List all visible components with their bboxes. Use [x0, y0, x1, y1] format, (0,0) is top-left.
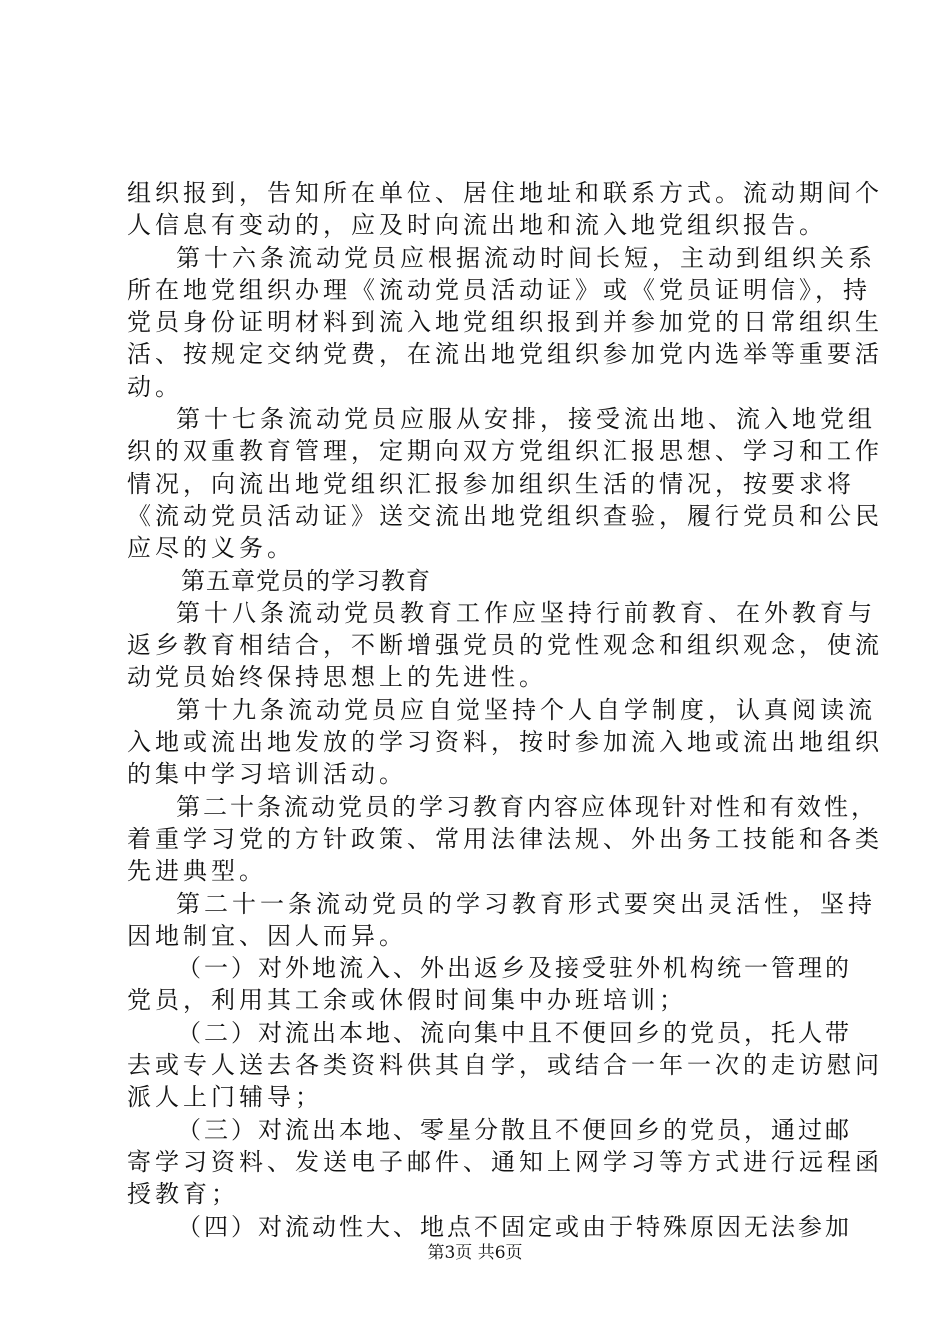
text-line: 组织报到，告知所在单位、居住地址和联系方式。流动期间个: [127, 179, 883, 207]
text-line: 《流动党员活动证》送交流出地党组织查验，履行党员和公民: [127, 501, 883, 530]
article-19-start: 第十九条流动党员应自觉坚持个人自学制度，认真阅读流: [176, 695, 876, 724]
text-line: 党员，利用其工余或休假时间集中办班培训；: [127, 986, 687, 1015]
article-16-start: 第十六条流动党员应根据流动时间长短，主动到组织关系: [176, 243, 876, 272]
text-line: 动。: [127, 372, 183, 401]
article-17-start: 第十七条流动党员应服从安排，接受流出地、流入地党组: [176, 405, 876, 434]
item-2-start: （二）对流出本地、流向集中且不便回乡的党员，托人带: [177, 1018, 852, 1047]
text-line: 因地制宜、因人而异。: [127, 921, 407, 950]
page-number: 第3页 共6页: [427, 1243, 523, 1263]
text-line: 织的双重教育管理，定期向双方党组织汇报思想、学习和工作: [127, 437, 883, 466]
text-line: 的集中学习培训活动。: [127, 760, 407, 789]
text-line: 党员身份证明材料到流入地党组织报到并参加党的日常组织生: [127, 308, 883, 337]
text-line: 先进典型。: [127, 857, 267, 886]
text-line: 去或专人送去各类资料供其自学，或结合一年一次的走访慰问: [127, 1051, 883, 1080]
chapter-5-heading: 第五章党员的学习教育: [181, 566, 431, 595]
item-4-start: （四）对流动性大、地点不固定或由于特殊原因无法参加: [177, 1212, 852, 1241]
text-line: 所在地党组织办理《流动党员活动证》或《党员证明信》，持: [127, 275, 871, 304]
text-line: 返乡教育相结合，不断增强党员的党性观念和组织观念，使流: [127, 631, 883, 660]
article-18-start: 第十八条流动党员教育工作应坚持行前教育、在外教育与: [176, 598, 876, 627]
article-21-start: 第二十一条流动党员的学习教育形式要突出灵活性，坚持: [176, 889, 876, 918]
item-3-start: （三）对流出本地、零星分散且不便回乡的党员，通过邮: [177, 1115, 852, 1144]
text-line: 寄学习资料、发送电子邮件、通知上网学习等方式进行远程函: [127, 1147, 883, 1176]
text-line: 授教育；: [127, 1180, 239, 1209]
text-line: 入地或流出地发放的学习资料，按时参加流入地或流出地组织: [127, 728, 883, 757]
article-20-start: 第二十条流动党员的学习教育内容应体现针对性和有效性，: [176, 792, 878, 821]
text-line: 情况，向流出地党组织汇报参加组织生活的情况，按要求将: [127, 469, 855, 498]
text-line: 活、按规定交纳党费，在流出地党组织参加党内选举等重要活: [127, 340, 883, 369]
text-line: 应尽的义务。: [127, 534, 295, 563]
text-line: 动党员始终保持思想上的先进性。: [127, 663, 547, 692]
text-line: 着重学习党的方针政策、常用法律法规、外出务工技能和各类: [127, 824, 883, 853]
document-body: [127, 177, 883, 1243]
text-line: 人信息有变动的，应及时向流出地和流入地党组织报告。: [127, 211, 827, 240]
text-line: 派人上门辅导；: [127, 1083, 323, 1112]
item-1-start: （一）对外地流入、外出返乡及接受驻外机构统一管理的: [177, 954, 852, 983]
